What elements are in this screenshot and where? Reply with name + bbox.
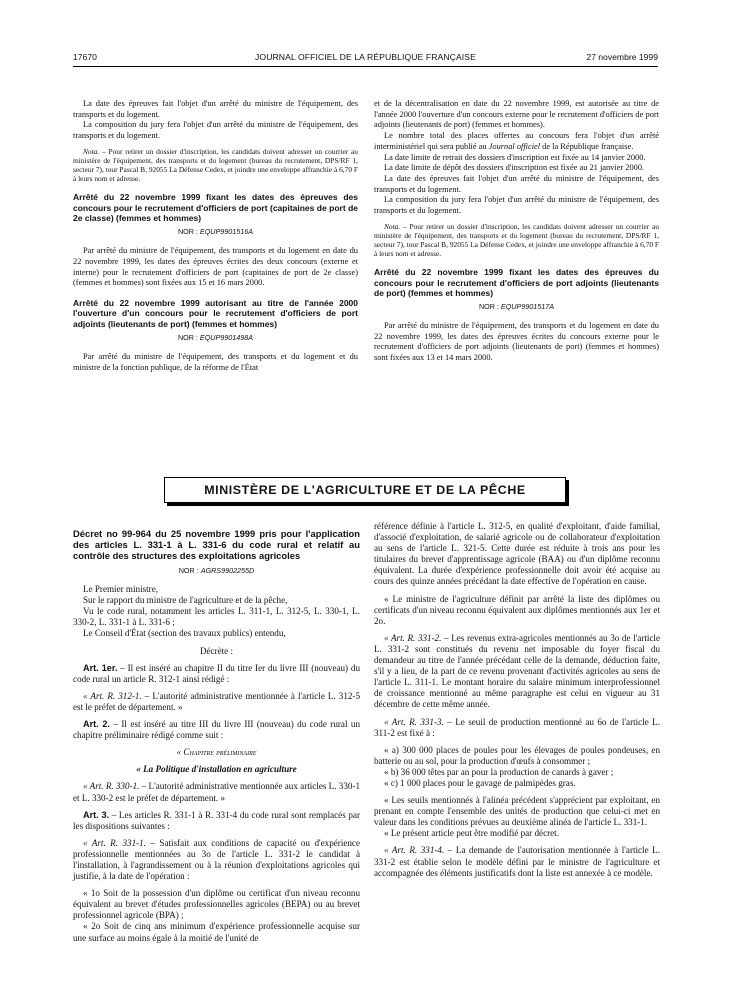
ministry-banner (164, 477, 566, 503)
paragraph: La date des épreuves fait l'objet d'un arrêté du ministre de l'équipement, des transports et du logement. (374, 173, 659, 194)
nota-text: – Pour retirer un dossier d'inscription, les candidats doivent adresser un courrier au ministère de l'équipement, des transports et du logement (bureau du recrutement, DPS/RF 1, secteur 7), tour Pascal B, 92055 La Défense Cedex, et joindre une enveloppe affranchie à 6,70 F à leurs nom et adresse. (73, 146, 358, 184)
paragraph: Sur le rapport du ministre de l'agriculture et de la pêche, (83, 595, 288, 606)
paragraph: La date limite de retrait des dossiers d'inscription est fixée au 14 janvier 2000. (384, 152, 646, 162)
list-item: « 2o Soit de cinq ans minimum d'expérience professionnelle acquise sur une surface au moins égale à la moitié de l'unité de (73, 921, 360, 943)
issue-date: 27 novembre 1999 (586, 52, 658, 62)
article-quote: « Art. R. 312-1. – L'autorité administrative mentionnée à l'article L. 312-5 est le préfet de département. » (73, 690, 361, 712)
arrete-text: Par arrêté du ministre de l'équipement, des transports et du logement en date du 22 novembre 1999, les dates des épreuves écrites des deux concours (externe et interne) pour le recrutement d'officiers de port (capitaines de port de 2e classe) (femmes et hommes) sont fixées aux 15 et 16 mars 2000. (73, 246, 358, 288)
list-item: « 1o Soit de la possession d'un diplôme ou certificat d'un niveau reconnu équivalent au brevet d'études professionnelles agricoles (BEPA) ou au brevet professionnel agricole (BPA) ; (73, 888, 360, 921)
nor-reference: NOR : EQUP9901517A (478, 302, 555, 312)
arrete-text: Par arrêté du ministre de l'équipement, des transports et du logement et du ministre de la fonction publique, de la réforme de l'État (73, 351, 358, 372)
decrete-heading: Décrète : (199, 645, 234, 656)
article: Art. 2. – Il est inséré au titre III du livre III (nouveau) du code rural un chapitre préliminaire rédigé comme suit : (73, 719, 361, 741)
arrete-text: Par arrêté du ministre de l'équipement, des transports et du logement en date du 22 novembre 1999, les dates des épreuves écrites du concours externe pour le recrutement d'officiers de port adjoints (lieutenants de port) (femmes et hommes) sont fixées aux 13 et 14 mars 2000. (374, 321, 659, 363)
arrete-title: Arrêté du 22 novembre 1999 autorisant au titre de l'année 2000 l'ouverture d'un concours pour le recrutement d'officiers de port adjoints (lieutenants de port) (femmes et hommes) (73, 297, 358, 329)
paragraph: référence définie à l'article L. 312-5, en qualité d'exploitant, d'aide familial, d'associé d'exploitation, de salarié agricole ou de collaborateur d'exploitation au sens de l'article L. 321-5. Cette durée est réduite à trois ans pour les titulaires du brevet d'apprentissage agricole (BAA) ou d'un diplôme reconnu équivalent. La durée d'expérience professionnelle doit avoir été acquise au cours des quinze années précédant la date effective de l'opération en cause. (374, 521, 660, 587)
paragraph: « Les seuils mentionnés à l'alinéa précédent s'apprécient par exploitant, en prenant en compte l'ensemble des unités de production que celui-ci met en valeur dans les conditions prévues au deuxième alinéa de l'article L. 331-1. (374, 795, 660, 828)
article-quote: « Art. R. 330-1. – L'autorité administrative mentionnée aux articles L. 330-1 et L. 330-2 est le préfet de département. » (73, 781, 360, 803)
top-left-column (73, 99, 358, 373)
article-quote: « Art. R. 331-3. – Le seuil de production mentionné au 6o de l'article L. 311-2 est fixé à : (374, 716, 660, 738)
article-quote: « Art. R. 331-2. – Les revenus extra-agricoles mentionnés au 3o de l'article L. 331-2 sont constitués du revenu net imposable du foyer fiscal du demandeur au titre de l'année précédant celle de la demande, déduction faite, s'il y a lieu, de la part de ce revenu provenant d'activités agricoles au sens de l'article L. 311-1. Le montant horaire du salaire minimum interprofessionnel de croissance mentionné au même paragraphe est celui en vigueur au 31 décembre de cette même année. (374, 632, 660, 710)
paragraph: Le Conseil d'État (section des travaux publics) entendu, (83, 628, 286, 639)
section-heading: « La Politique d'installation en agriculture (136, 764, 297, 775)
paragraph: « Le présent article peut être modifié par décret. (384, 828, 559, 839)
chapter-heading: « Chapitre préliminaire (176, 747, 257, 758)
page-number: 17670 (73, 52, 97, 62)
article: Art. 3. – Les articles R. 331-1 à R. 331-4 du code rural sont remplacés par les dispositions suivantes : (73, 809, 360, 831)
nota (374, 222, 659, 258)
bottom-left-column (73, 528, 360, 944)
paragraph: et de la décentralisation en date du 22 novembre 1999, est autorisée au titre de l'année 2000 l'ouverture d'un concours externe pour le recrutement d'officiers de port adjoints (lieutenants de port) (femmes et hommes). (374, 99, 659, 130)
header-rule (73, 66, 658, 67)
paragraph: La composition du jury fera l'objet d'un arrêté du ministre de l'équipement, des transports et du logement. (73, 120, 358, 141)
nor-reference: NOR : EQUP9901516A (177, 227, 254, 237)
nota (73, 147, 358, 183)
bottom-right-column (374, 521, 660, 879)
article-quote: « Art. R. 331-4. – La demande de l'autorisation mentionnée à l'article L. 331-2 est établie selon le modèle défini par le ministre de l'agriculture et accompagnée des éléments justificatifs dont la liste est annexée à ce modèle. (374, 845, 660, 878)
nota-label: Nota. (384, 221, 401, 231)
nor-reference: NOR : EQUP9901498A (177, 333, 254, 343)
top-right-column (374, 99, 659, 364)
list-item: « b) 36 000 têtes par an pour la production de canards à gaver ; (384, 766, 614, 777)
paragraph: Le nombre total des places offertes au concours fera l'objet d'un arrêté interministériel qui sera publié au Journal officiel de la République française. (374, 131, 659, 151)
paragraph: Vu le code rural, notamment les articles L. 311-1, L. 312-5, L. 330-1, L. 330-2, L. 331-1 à L. 331-6 ; (73, 606, 360, 628)
paragraph: La date des épreuves fait l'objet d'un arrêté du ministre de l'équipement, des transports et du logement. (73, 99, 358, 119)
paragraph: « Le ministre de l'agriculture définit par arrêté la liste des diplômes ou certificats d'un niveau reconnu équivalent aux diplômes mentionnés aux 1er et 2o. (374, 593, 660, 626)
arrete-title: Arrêté du 22 novembre 1999 fixant les dates des épreuves du concours pour le recrutement d'officiers de port adjoints (lieutenants de port) (femmes et hommes) (374, 267, 659, 298)
journal-title: JOURNAL OFFICIEL DE LA RÉPUBLIQUE FRANÇAISE (255, 52, 476, 62)
nota-label: Nota. (83, 146, 100, 156)
nota-text: – Pour retirer un dossier d'inscription, les candidats doivent adresser un courrier au ministère de l'équipement, des transports et du logement (bureau du recrutement, DPS/RF 1, secteur 7), tour Pascal B, 92055 La Défense Cedex, et joindre une enveloppe affranchie à 6,70 F à leurs nom et adresse. (374, 221, 659, 259)
paragraph: La date limite de dépôt des dossiers d'inscription est fixée au 21 janvier 2000. (384, 163, 645, 173)
paragraph: Le Premier ministre, (83, 584, 159, 595)
decret-title: Décret no 99-964 du 25 novembre 1999 pris pour l'application des articles L. 331-1 à L. 331-6 du code rural et relatif au contrôle des structures des exploitations agricoles (73, 528, 360, 561)
paragraph: La composition du jury fera l'objet d'un arrêté du ministre de l'équipement, des transports et du logement. (374, 195, 659, 216)
article-quote: « Art. R. 331-1. – Satisfait aux conditions de capacité ou d'expérience professionnelle mentionnées au 3o de l'article L. 331-2 le candidat à l'installation, à l'agrandissement ou à la réunion d'exploitations agricoles qui justifie, à la date de l'opération : (73, 837, 361, 882)
arrete-title: Arrêté du 22 novembre 1999 fixant les dates des épreuves des concours pour le recrutement d'officiers de port (capitaines de port de 2e classe) (femmes et hommes) (73, 192, 358, 223)
article: Art. 1er. – Il est inséré au chapitre II du titre Ier du livre III (nouveau) du code rural un article R. 312-1 ainsi rédigé : (73, 662, 360, 684)
running-header (73, 52, 658, 66)
list-item: « c) 1 000 places pour le gavage de palmipèdes gras. (384, 777, 576, 788)
list-item: « a) 300 000 places de poules pour les élevages de poules pondeuses, en batterie ou au sol, pour la production d'œufs à consommer ; (374, 744, 660, 766)
nor-reference: NOR : AGRS9902255D (178, 566, 255, 575)
ministry-title: MINISTÈRE DE L'AGRICULTURE ET DE LA PÊCHE (204, 483, 526, 497)
